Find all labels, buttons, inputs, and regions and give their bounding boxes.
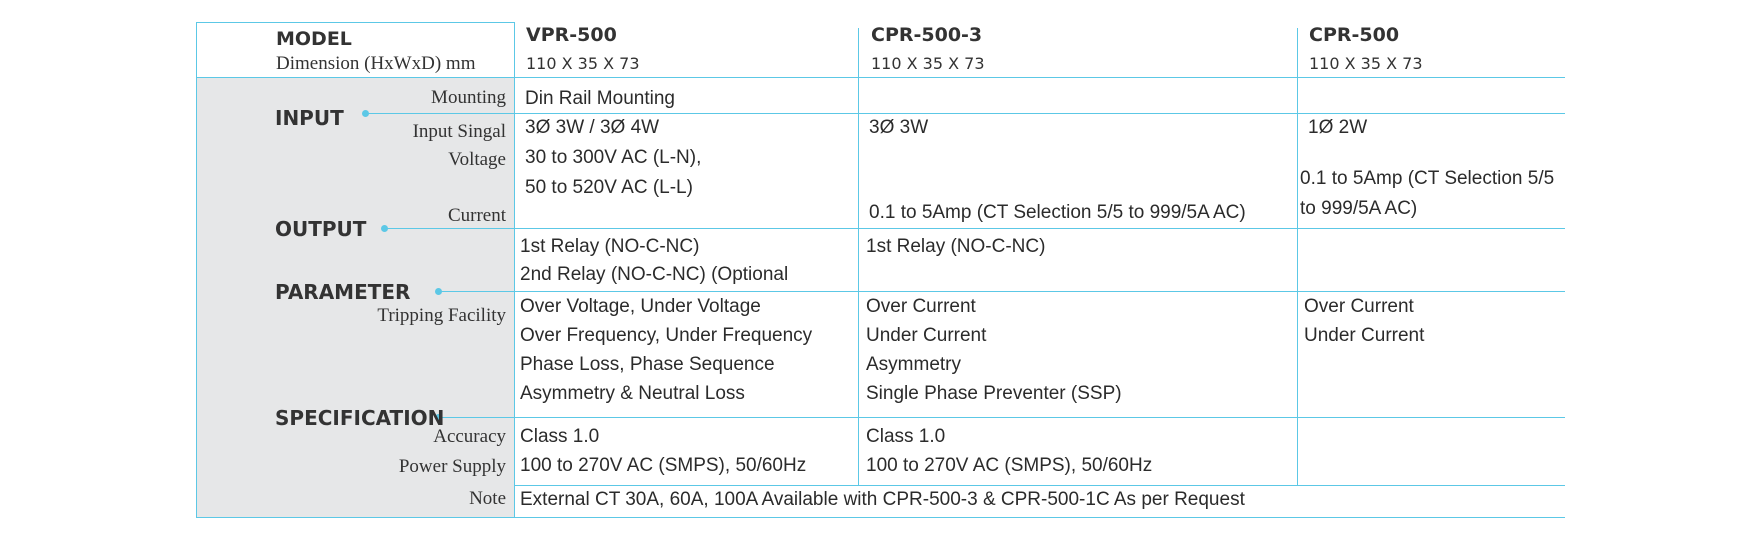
bottom-border: [196, 517, 1565, 518]
column-divider: [1297, 28, 1298, 485]
cpr-current-line-1: 0.1 to 5Amp (CT Selection 5/5: [1300, 168, 1555, 189]
cpr-trip-2: Under Current: [1304, 325, 1425, 346]
column-divider: [858, 28, 859, 485]
top-border: [196, 22, 514, 23]
vpr-trip-1: Over Voltage, Under Voltage: [520, 296, 761, 317]
section-parameter: PARAMETER: [275, 280, 411, 304]
cpr3-trip-4: Single Phase Preventer (SSP): [866, 383, 1122, 404]
row-divider: [514, 485, 1565, 486]
label-voltage: Voltage: [448, 149, 506, 170]
row-divider: [514, 291, 1565, 292]
label-tripping-facility: Tripping Facility: [377, 305, 506, 326]
cpr-current-line-2: to 999/5A AC): [1300, 198, 1418, 219]
vpr-input-signal: 3Ø 3W / 3Ø 4W: [525, 117, 660, 138]
value-mounting: Din Rail Mounting: [525, 88, 675, 109]
vpr-power-supply: 100 to 270V AC (SMPS), 50/60Hz: [520, 455, 807, 476]
row-divider: [514, 228, 1565, 229]
cpr3-accuracy: Class 1.0: [866, 426, 946, 447]
model-name-cpr-500-3: CPR-500-3: [871, 24, 983, 46]
label-note: Note: [469, 488, 506, 509]
vpr-voltage-line-1: 30 to 300V AC (L-N),: [525, 147, 702, 168]
row-divider: [514, 113, 1565, 114]
label-mounting: Mounting: [431, 87, 506, 108]
label-input-signal: Input Singal: [412, 121, 506, 142]
output-connector: [384, 228, 514, 229]
cpr-trip-1: Over Current: [1304, 296, 1414, 317]
specification-connector: [438, 417, 514, 418]
cpr-input-signal: 1Ø 2W: [1308, 117, 1368, 138]
label-accuracy: Accuracy: [433, 426, 506, 447]
model-name-cpr-500: CPR-500: [1309, 24, 1400, 46]
label-current: Current: [447, 205, 506, 226]
vpr-output-line-2: 2nd Relay (NO-C-NC) (Optional: [520, 264, 789, 285]
input-dot: [362, 110, 369, 117]
model-name-vpr-500: VPR-500: [526, 24, 617, 46]
row-divider: [196, 77, 1565, 78]
section-input: INPUT: [275, 106, 344, 130]
cpr3-output: 1st Relay (NO-C-NC): [866, 236, 1046, 257]
vpr-trip-4: Asymmetry & Neutral Loss: [520, 383, 745, 404]
section-output: OUTPUT: [275, 217, 367, 241]
cpr3-input-signal: 3Ø 3W: [869, 117, 929, 138]
label-power-supply: Power Supply: [398, 456, 506, 477]
note-text: External CT 30A, 60A, 100A Available with CPR-500-3 & CPR-500-1C As per Request: [520, 489, 1245, 510]
cpr3-current: 0.1 to 5Amp (CT Selection 5/5 to 999/5A AC): [869, 202, 1246, 223]
column-divider: [514, 22, 515, 518]
cpr3-trip-1: Over Current: [866, 296, 976, 317]
cpr3-trip-2: Under Current: [866, 325, 987, 346]
cpr3-power-supply: 100 to 270V AC (SMPS), 50/60Hz: [866, 455, 1153, 476]
vpr-trip-2: Over Frequency, Under Frequency: [520, 325, 813, 346]
section-specification: SPECIFICATION: [275, 406, 445, 430]
row-divider: [514, 417, 1565, 418]
vpr-trip-3: Phase Loss, Phase Sequence: [520, 354, 775, 375]
dimension-label: Dimension (HxWxD) mm: [276, 53, 476, 74]
vpr-accuracy: Class 1.0: [520, 426, 600, 447]
cpr3-trip-3: Asymmetry: [866, 354, 961, 375]
vpr-voltage-line-2: 50 to 520V AC (L-L): [525, 177, 693, 198]
left-border: [196, 22, 197, 518]
dimension-cpr-500: 110 X 35 X 73: [1309, 54, 1423, 73]
dimension-cpr-500-3: 110 X 35 X 73: [871, 54, 985, 73]
dimension-vpr-500: 110 X 35 X 73: [526, 54, 640, 73]
input-connector: [365, 113, 514, 114]
parameter-dot: [435, 288, 442, 295]
vpr-output-line-1: 1st Relay (NO-C-NC): [520, 236, 700, 257]
model-label: MODEL: [276, 28, 352, 50]
parameter-connector: [438, 291, 514, 292]
